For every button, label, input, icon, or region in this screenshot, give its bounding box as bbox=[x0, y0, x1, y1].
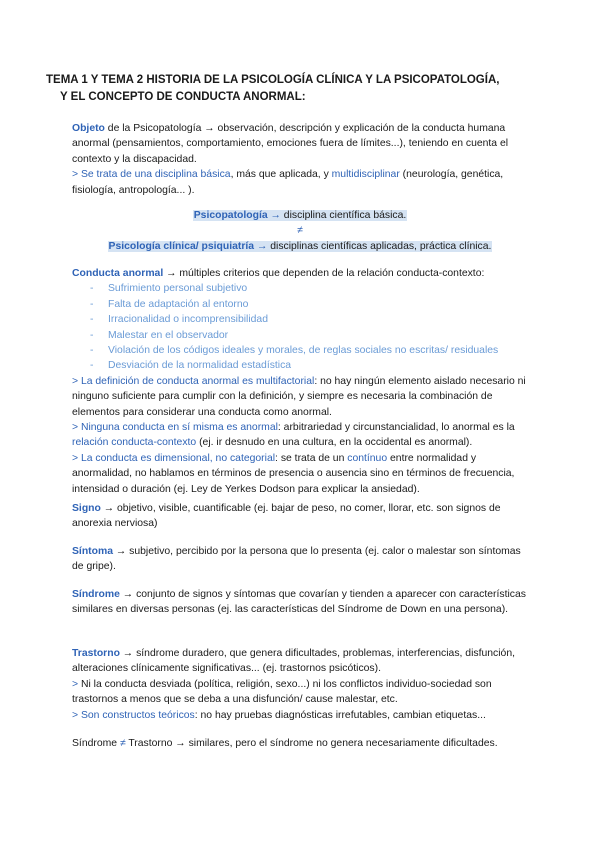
dimensional-note: > La conducta es dimensional, no categorial: se trata de un contínuo entre normalidad y anormalidad, no hablamos en términos de presencia o ausencia sino en términos de frecuencia, intensidad o duración (ej. Ley de Yerkes Dodson para explicar la ansiedad). bbox=[72, 452, 515, 495]
trastorno-note-2: > Son constructos teóricos: no hay pruebas diagnósticas irrefutables, cambian etiquetas... bbox=[72, 709, 486, 721]
trastorno-term: Trastorno bbox=[72, 648, 120, 659]
trastorno-section: Trastorno → síndrome duradero, que genera dificultades, problemas, interferencias, disfunción, alteraciones clínicamente significativas... (ej. trastornos psicóticos). > Ni la conducta desviada (política, religión, sexo...) ni los conflictos individuo-sociedad son trastornos a menos que se deba a una disfunción/ cause malestar, etc. > Son constructos teóricos: no hay pruebas diagnósticas irrefutables, cambian etiquetas... bbox=[72, 646, 528, 723]
list-item: - Sufrimiento personal subjetivo bbox=[72, 281, 528, 296]
sindrome-term: Síndrome bbox=[72, 589, 120, 600]
list-item: - Desviación de la normalidad estadística bbox=[72, 358, 528, 373]
objeto-definition: Objeto de la Psicopatología → observación, descripción y explicación de la conducta humana anormal (pensamientos, comportamiento, emociones fuera de límites...), teniendo en cuenta el contexto y la discapacidad. bbox=[72, 123, 509, 165]
list-item: - Violación de los códigos ideales y morales, de reglas sociales no escritas/ residuales bbox=[72, 343, 528, 358]
criteria-list bbox=[72, 281, 528, 373]
objeto-term: Objeto bbox=[72, 123, 105, 134]
psicopatologia-line: Psicopatología → disciplina científica básica. bbox=[193, 210, 407, 221]
list-item: - Malestar en el observador bbox=[72, 328, 528, 343]
not-equal-sign: ≠ bbox=[297, 225, 303, 237]
list-item: - Falta de adaptación al entorno bbox=[72, 297, 528, 312]
sintoma-section: Síntoma → subjetivo, percibido por la persona que lo presenta (ej. calor o malestar son síntomas de gripe). bbox=[72, 546, 521, 573]
contexto-note: > Ninguna conducta en sí misma es anormal: arbitrariedad y circunstancialidad, lo anormal es la relación conducta-contexto (ej. ir desnudo en una cultura, en la occidental es anormal). bbox=[72, 422, 515, 449]
page-title bbox=[46, 72, 566, 106]
comparison-section bbox=[72, 208, 528, 254]
trastorno-note-1: > Ni la conducta desviada (política, religión, sexo...) ni los conflictos individuo-sociedad son trastornos a menos que se deba a una disfunción/ cause malestar, etc. bbox=[72, 678, 492, 706]
title-line-1: TEMA 1 Y TEMA 2 HISTORIA DE LA PSICOLOGÍA CLÍNICA Y LA PSICOPATOLOGÍA, bbox=[46, 74, 500, 86]
final-comparison: Síndrome ≠ Trastorno → similares, pero el síndrome no genera necesariamente dificultades. bbox=[72, 738, 498, 749]
sintoma-term: Síntoma bbox=[72, 546, 113, 557]
title-line-2: Y EL CONCEPTO DE CONDUCTA ANORMAL: bbox=[60, 91, 306, 103]
sindrome-section: Síndrome → conjunto de signos y síntomas que covarían y tienden a aparecer con características similares en diversas personas (ej. las características del Síndrome de Down en una persona). bbox=[72, 589, 526, 616]
signo-term: Signo bbox=[72, 503, 101, 514]
signo-section: Signo → objetivo, visible, cuantificable (ej. bajar de peso, no comer, llorar, etc. son signos de anorexia nerviosa) bbox=[72, 503, 501, 530]
multifactorial-note: > La definición de conducta anormal es multifactorial: no hay ningún elemento aislado necesario ni ninguno suficiente para cumplir con la definición, y siempre es necesaria la combinación de elementos para considerar una conducta como anormal. bbox=[72, 375, 526, 418]
not-equal-sign: ≠ bbox=[119, 738, 126, 749]
conducta-anormal-section bbox=[72, 266, 528, 497]
list-item: - Irracionalidad o incomprensibilidad bbox=[72, 312, 528, 327]
conducta-anormal-intro: Conducta anormal → múltiples criterios que dependen de la relación conducta-contexto: bbox=[72, 268, 485, 279]
objeto-section bbox=[72, 121, 528, 198]
objeto-note: > Se trata de una disciplina básica, más que aplicada, y multidisciplinar (neurología, genética, fisiología, antropología... ). bbox=[72, 169, 504, 196]
psicologia-clinica-line: Psicología clínica/ psiquiatría → disciplinas científicas aplicadas, práctica clínica. bbox=[108, 240, 492, 252]
